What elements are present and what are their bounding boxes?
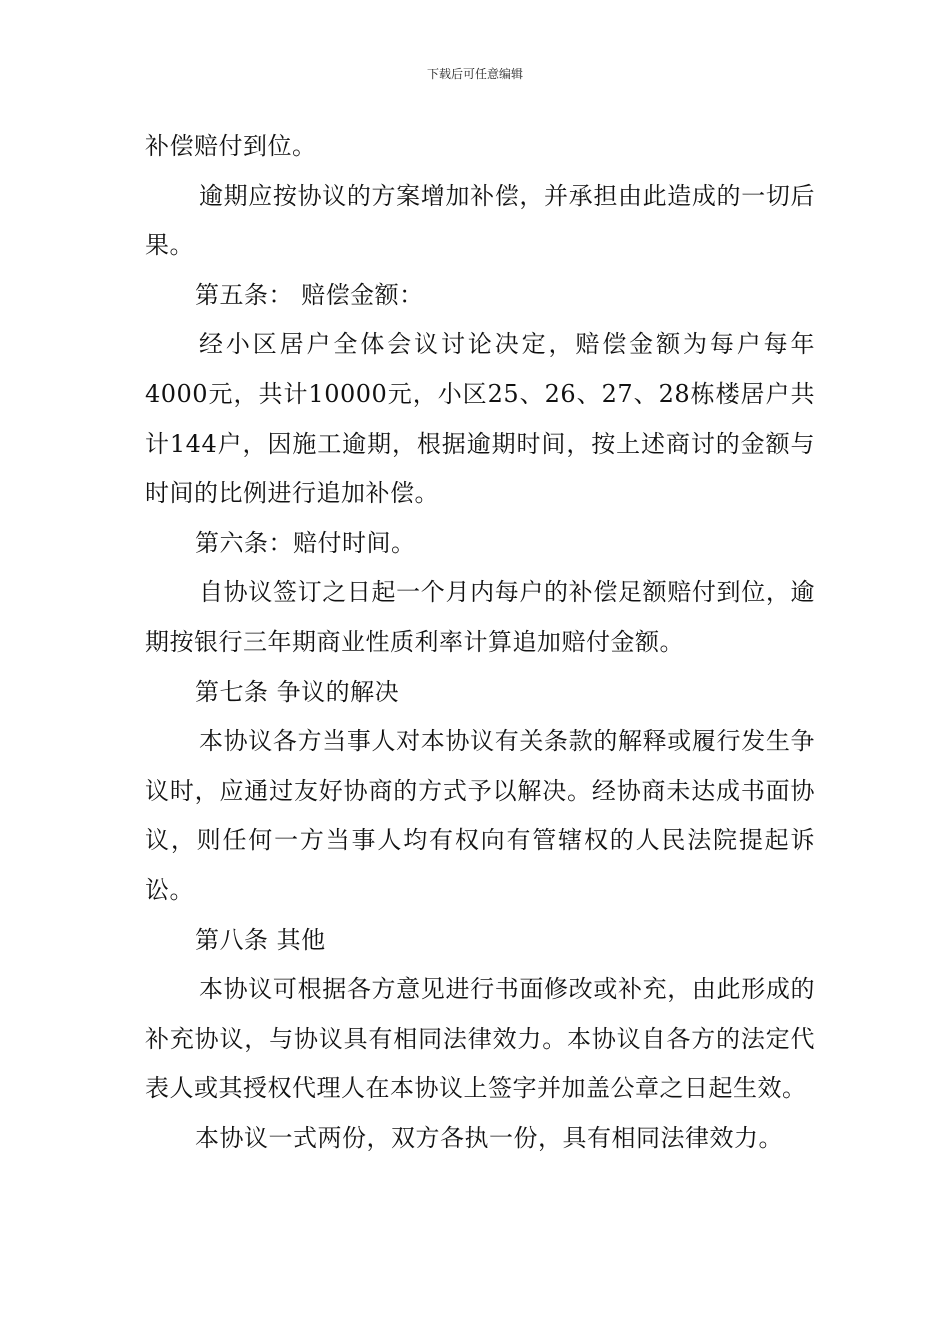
article-7-heading: 第七条 争议的解决 (195, 677, 400, 706)
article-8-heading: 第八条 其他 (195, 925, 326, 954)
paragraph-continuation: 补偿赔付到位。 (145, 132, 317, 160)
document-body (145, 122, 815, 1163)
article-7-body: 本协议各方当事人对本协议有关条款的解释或履行发生争议时，应通过友好协商的方式予以解决。经协商未达成书面协议，则任何一方当事人均有权向有管辖权的人民法院提起诉讼。 (145, 727, 815, 904)
page-header: 下载后可任意编辑 (426, 67, 523, 81)
article-8-body: 本协议可根据各方意见进行书面修改或补充，由此形成的补充协议，与协议具有相同法律效力。本协议自各方的法定代表人或其授权代理人在本协议上签字并加盖公章之日起生效。 (145, 975, 815, 1103)
paragraph-copies: 本协议一式两份，双方各执一份，具有相同法律效力。 (195, 1123, 783, 1152)
article-6-body: 自协议签订之日起一个月内每户的补偿足额赔付到位，逾期按银行三年期商业性质利率计算追加赔付金额。 (145, 578, 815, 656)
article-6-heading: 第六条：赔付时间。 (195, 528, 416, 557)
article-5-heading: 第五条： 赔偿金额： (195, 280, 424, 309)
article-5-body: 经小区居户全体会议讨论决定，赔偿金额为每户每年4000元，共计10000元，小区25、26、27、28栋楼居户共计144户，因施工逾期，根据逾期时间，按上述商讨的金额与时间的比例进行追加补偿。 (145, 330, 815, 508)
paragraph-overdue: 逾期应按协议的方案增加补偿，并承担由此造成的一切后果。 (145, 181, 815, 260)
